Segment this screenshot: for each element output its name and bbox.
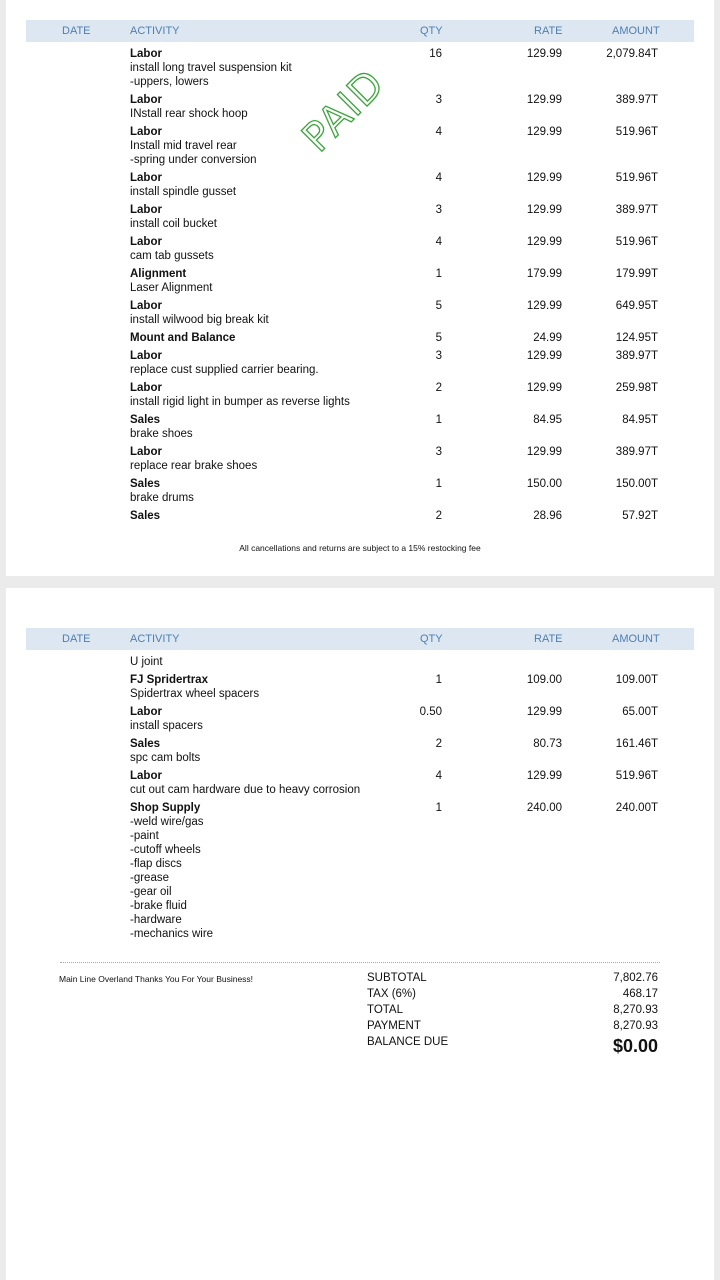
item-title: Labor <box>130 300 162 312</box>
item-rate: 129.99 <box>526 236 562 248</box>
item-amount: 519.96T <box>615 770 658 782</box>
item-rate: 129.99 <box>526 48 562 60</box>
item-amount: 519.96T <box>615 126 658 138</box>
thanks-message: Main Line Overland Thanks You For Your Business! <box>59 974 254 984</box>
item-rate: 28.96 <box>533 510 562 522</box>
continued-line: U joint <box>130 656 163 668</box>
item-amount: 179.99T <box>615 268 658 280</box>
invoice-page-2 <box>6 588 714 1280</box>
header-qty: QTY <box>420 25 443 37</box>
item-title: Sales <box>130 478 161 490</box>
tax-value: 468.17 <box>622 988 658 1000</box>
item-rate: 129.99 <box>526 172 562 184</box>
item-amount: 150.00T <box>615 478 658 490</box>
item-qty: 5 <box>435 300 442 312</box>
header-rate: RATE <box>534 633 563 645</box>
item-description: Laser Alignment <box>130 282 213 294</box>
item-description: -cutoff wheels <box>130 844 201 856</box>
item-amount: 389.97T <box>615 204 658 216</box>
item-qty: 1 <box>435 414 442 426</box>
item-description: -brake fluid <box>130 900 187 912</box>
restocking-note: All cancellations and returns are subject to a 15% restocking fee <box>239 543 481 553</box>
total-label: TOTAL <box>367 1004 403 1016</box>
item-description: -hardware <box>130 914 182 926</box>
paid-stamp: PAID <box>293 60 394 162</box>
item-title: Labor <box>130 126 162 138</box>
header-qty: QTY <box>420 633 443 645</box>
item-description: -uppers, lowers <box>130 76 209 88</box>
item-qty: 1 <box>435 802 442 814</box>
item-qty: 4 <box>435 172 442 184</box>
item-title: Labor <box>130 350 162 362</box>
item-qty: 2 <box>435 382 442 394</box>
item-amount: 2,079.84T <box>606 48 658 60</box>
header-activity: ACTIVITY <box>130 25 180 37</box>
item-amount: 240.00T <box>615 802 658 814</box>
header-date: DATE <box>62 633 91 645</box>
item-amount: 65.00T <box>622 706 658 718</box>
item-description: -gear oil <box>130 886 172 898</box>
item-amount: 259.98T <box>615 382 658 394</box>
item-qty: 16 <box>429 48 442 60</box>
item-description: Install mid travel rear <box>130 140 237 152</box>
item-title: Labor <box>130 382 162 394</box>
item-title: Shop Supply <box>130 802 201 814</box>
item-description: -grease <box>130 872 169 884</box>
item-rate: 129.99 <box>526 382 562 394</box>
item-rate: 80.73 <box>533 738 562 750</box>
item-qty: 4 <box>435 236 442 248</box>
item-rate: 129.99 <box>526 204 562 216</box>
item-qty: 3 <box>435 350 442 362</box>
item-amount: 109.00T <box>615 674 658 686</box>
item-amount: 161.46T <box>615 738 658 750</box>
item-amount: 519.96T <box>615 236 658 248</box>
item-title: Sales <box>130 738 161 750</box>
item-description: -weld wire/gas <box>130 816 204 828</box>
item-title: Alignment <box>130 268 187 280</box>
item-rate: 179.99 <box>526 268 562 280</box>
item-title: Labor <box>130 204 162 216</box>
item-description: brake shoes <box>130 428 193 440</box>
item-qty: 4 <box>435 770 442 782</box>
item-description: spc cam bolts <box>130 752 201 764</box>
item-qty: 2 <box>435 738 442 750</box>
header-date: DATE <box>62 25 91 37</box>
item-rate: 129.99 <box>526 706 562 718</box>
item-title: Labor <box>130 236 162 248</box>
total-value: 8,270.93 <box>613 1004 658 1016</box>
item-amount: 57.92T <box>622 510 658 522</box>
table-header <box>26 628 694 650</box>
item-qty: 1 <box>435 268 442 280</box>
item-rate: 129.99 <box>526 94 562 106</box>
item-qty: 4 <box>435 126 442 138</box>
item-rate: 240.00 <box>526 802 562 814</box>
item-amount: 389.97T <box>615 446 658 458</box>
item-amount: 84.95T <box>622 414 658 426</box>
item-rate: 150.00 <box>526 478 562 490</box>
item-amount: 389.97T <box>615 350 658 362</box>
item-title: Labor <box>130 172 162 184</box>
tax-label: TAX (6%) <box>367 988 416 1000</box>
item-title: Labor <box>130 94 162 106</box>
item-rate: 129.99 <box>526 350 562 362</box>
item-rate: 109.00 <box>526 674 562 686</box>
payment-value: 8,270.93 <box>613 1020 658 1032</box>
table-header <box>26 20 694 42</box>
item-rate: 129.99 <box>526 446 562 458</box>
divider <box>60 962 660 963</box>
item-amount: 124.95T <box>615 332 658 344</box>
item-title: Sales <box>130 414 161 426</box>
item-description: Spidertrax wheel spacers <box>130 688 260 700</box>
item-amount: 389.97T <box>615 94 658 106</box>
item-qty: 3 <box>435 204 442 216</box>
item-amount: 519.96T <box>615 172 658 184</box>
item-title: Labor <box>130 770 162 782</box>
header-rate: RATE <box>534 25 563 37</box>
item-title: Labor <box>130 48 162 60</box>
item-description: -mechanics wire <box>130 928 214 940</box>
item-description: -paint <box>130 830 159 842</box>
item-description: replace rear brake shoes <box>130 460 258 472</box>
item-title: FJ Spridertrax <box>130 674 208 686</box>
item-description: install coil bucket <box>130 218 217 230</box>
item-qty: 0.50 <box>419 706 442 718</box>
item-rate: 129.99 <box>526 126 562 138</box>
item-qty: 1 <box>435 478 442 490</box>
item-description: brake drums <box>130 492 194 504</box>
item-description: install spacers <box>130 720 203 732</box>
item-description: -flap discs <box>130 858 182 870</box>
item-title: Labor <box>130 706 162 718</box>
item-description: cam tab gussets <box>130 250 214 262</box>
item-title: Labor <box>130 446 162 458</box>
item-description: cut out cam hardware due to heavy corrosion <box>130 784 361 796</box>
item-title: Sales <box>130 510 161 522</box>
item-qty: 3 <box>435 446 442 458</box>
header-amount: AMOUNT <box>612 25 660 37</box>
item-description: install spindle gusset <box>130 186 237 198</box>
item-rate: 129.99 <box>526 770 562 782</box>
item-description: replace cust supplied carrier bearing. <box>130 364 319 376</box>
header-amount: AMOUNT <box>612 633 660 645</box>
item-description: install rigid light in bumper as reverse lights <box>130 396 350 408</box>
item-rate: 24.99 <box>533 332 562 344</box>
payment-label: PAYMENT <box>367 1020 421 1032</box>
item-qty: 3 <box>435 94 442 106</box>
item-description: INstall rear shock hoop <box>130 108 248 120</box>
header-activity: ACTIVITY <box>130 633 180 645</box>
item-qty: 2 <box>435 510 442 522</box>
invoice-page-1 <box>6 0 714 576</box>
item-amount: 649.95T <box>615 300 658 312</box>
balance-label: BALANCE DUE <box>367 1036 449 1048</box>
item-qty: 5 <box>435 332 442 344</box>
item-description: install long travel suspension kit <box>130 62 292 74</box>
item-description: -spring under conversion <box>130 154 257 166</box>
item-rate: 129.99 <box>526 300 562 312</box>
item-description: install wilwood big break kit <box>130 314 269 326</box>
item-title: Mount and Balance <box>130 332 236 344</box>
balance-value: $0.00 <box>612 1036 658 1056</box>
item-rate: 84.95 <box>533 414 562 426</box>
subtotal-value: 7,802.76 <box>613 972 658 984</box>
subtotal-label: SUBTOTAL <box>367 972 427 984</box>
item-qty: 1 <box>435 674 442 686</box>
